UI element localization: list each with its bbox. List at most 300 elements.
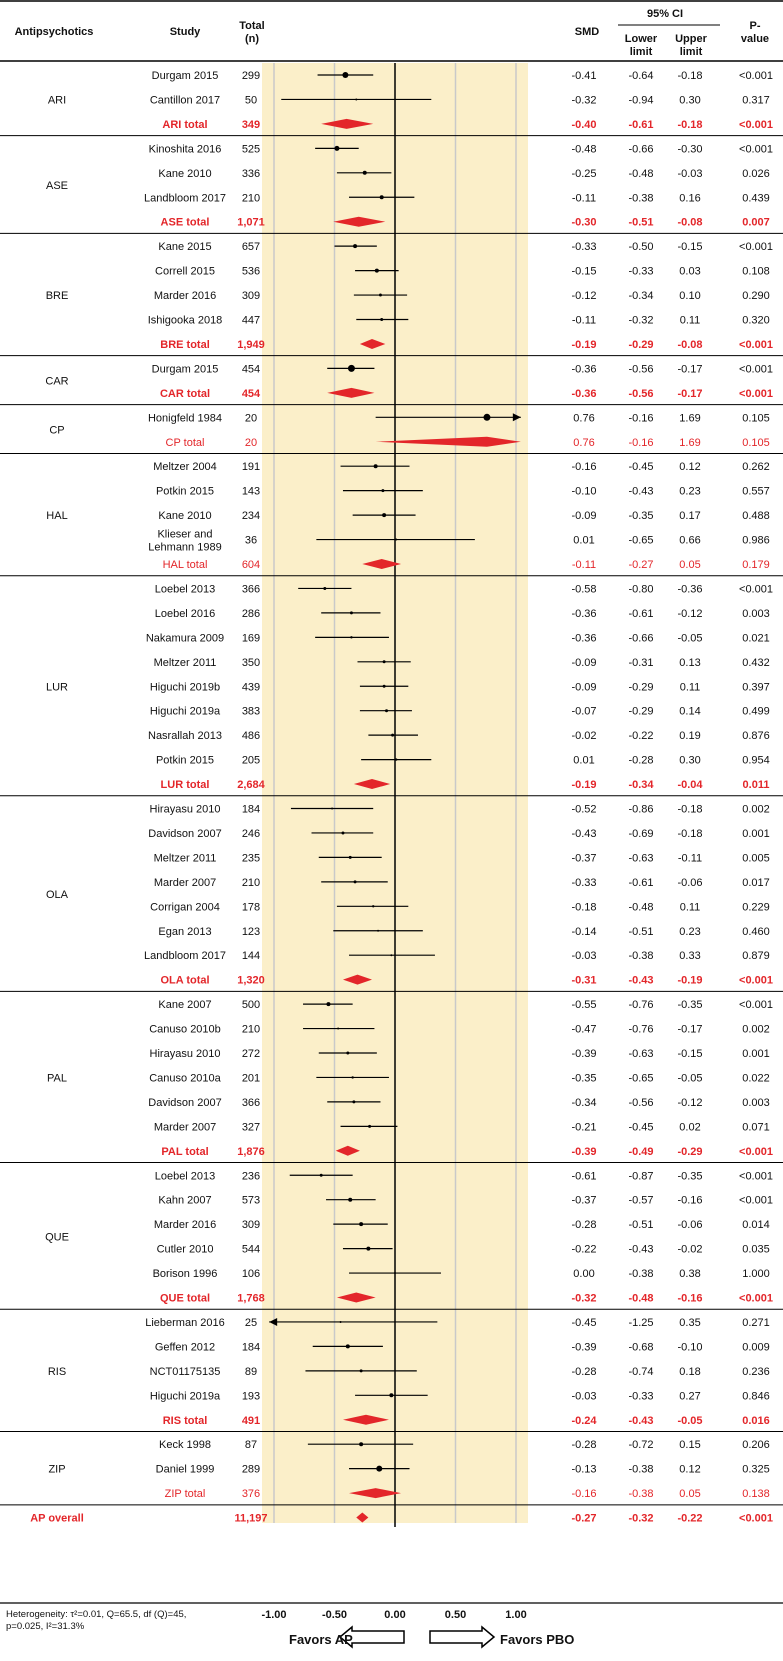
lower-limit: -0.50 bbox=[628, 241, 654, 254]
study-name: Honigfeld 1984 bbox=[147, 412, 223, 425]
lower-limit: -0.63 bbox=[628, 852, 654, 865]
overall-lower: -0.32 bbox=[628, 1512, 654, 1525]
smd-value: -0.28 bbox=[571, 1365, 597, 1378]
smd-value: -0.16 bbox=[571, 461, 597, 474]
point-estimate bbox=[380, 318, 383, 321]
smd-value: -0.45 bbox=[571, 1316, 597, 1329]
sample-size: 205 bbox=[241, 754, 261, 767]
sample-size: 210 bbox=[241, 192, 261, 205]
sample-size: 366 bbox=[241, 583, 261, 596]
p-value: 0.262 bbox=[742, 461, 770, 474]
p-value: 0.954 bbox=[742, 754, 770, 767]
heterogeneity-line2: p=0.025, I²=31.3% bbox=[6, 1621, 85, 1632]
study-name: Durgam 2015 bbox=[151, 363, 219, 376]
subtotal-label: CAR total bbox=[159, 387, 211, 400]
subtotal-p: <0.001 bbox=[739, 1292, 773, 1305]
favors-ap-label: Favors AP bbox=[289, 1632, 353, 1647]
p-value: 0.557 bbox=[742, 485, 770, 498]
heterogeneity-note bbox=[6, 1609, 206, 1633]
point-estimate bbox=[374, 464, 378, 468]
lower-limit: -0.38 bbox=[628, 1463, 654, 1476]
subtotal-upper: 1.69 bbox=[679, 436, 701, 449]
upper-limit: -0.05 bbox=[677, 1072, 703, 1085]
subtotal-lower: -0.34 bbox=[628, 779, 654, 792]
header-p-value bbox=[730, 20, 780, 46]
smd-value: -0.39 bbox=[571, 1341, 597, 1354]
smd-value: -0.36 bbox=[571, 632, 597, 645]
subtotal-label: HAL total bbox=[162, 559, 208, 571]
smd-value: -0.21 bbox=[571, 1121, 597, 1134]
p-value: 0.017 bbox=[742, 876, 770, 889]
upper-limit: 0.12 bbox=[679, 461, 701, 474]
sample-size: 536 bbox=[241, 265, 261, 278]
x-tick-label: 0.50 bbox=[444, 1609, 467, 1621]
upper-limit: 0.19 bbox=[679, 730, 701, 743]
upper-limit: 0.33 bbox=[679, 950, 701, 963]
drug-label: HAL bbox=[46, 510, 68, 523]
subtotal-lower: -0.38 bbox=[628, 1488, 654, 1501]
header-upper-line1: Upper bbox=[675, 33, 707, 45]
upper-limit: 0.27 bbox=[679, 1390, 701, 1403]
sample-size: 439 bbox=[241, 681, 261, 694]
subtotal-label: ASE total bbox=[160, 216, 210, 229]
study-name: Ishigooka 2018 bbox=[147, 314, 223, 327]
lower-limit: -0.48 bbox=[628, 901, 654, 914]
subtotal-p: 0.016 bbox=[742, 1414, 770, 1427]
overall-smd: -0.27 bbox=[571, 1512, 597, 1525]
subtotal-lower: -0.48 bbox=[628, 1292, 654, 1305]
subtotal-upper: -0.08 bbox=[677, 216, 703, 229]
smd-value: -0.39 bbox=[571, 1048, 597, 1060]
smd-value: -0.13 bbox=[571, 1463, 597, 1476]
p-value: <0.001 bbox=[739, 999, 773, 1012]
p-value: 0.009 bbox=[742, 1341, 770, 1354]
upper-limit: -0.18 bbox=[677, 70, 703, 82]
sample-size: 327 bbox=[241, 1121, 261, 1134]
smd-value: -0.36 bbox=[571, 607, 597, 620]
sample-size: 366 bbox=[241, 1096, 261, 1109]
upper-limit: -0.30 bbox=[677, 143, 703, 156]
subtotal-label: BRE total bbox=[160, 338, 210, 351]
study-name: Klieser and bbox=[157, 528, 213, 541]
lower-limit: -0.72 bbox=[628, 1439, 654, 1452]
upper-limit: -0.06 bbox=[677, 876, 703, 889]
header-lower-line1: Lower bbox=[624, 33, 658, 45]
smd-value: 0.01 bbox=[573, 754, 595, 767]
p-value: <0.001 bbox=[739, 241, 773, 254]
upper-limit: 0.12 bbox=[679, 1463, 701, 1476]
upper-limit: 0.30 bbox=[679, 94, 701, 107]
overall-p: <0.001 bbox=[739, 1512, 773, 1525]
point-estimate bbox=[368, 1125, 371, 1128]
subtotal-upper: -0.18 bbox=[677, 118, 703, 131]
study-name: Keck 1998 bbox=[159, 1439, 211, 1452]
subtotal-p: <0.001 bbox=[739, 338, 773, 351]
smd-value: -0.02 bbox=[571, 730, 597, 743]
header-upper-limit bbox=[666, 33, 716, 59]
smd-value: 0.01 bbox=[573, 534, 595, 547]
point-estimate bbox=[348, 1198, 352, 1202]
subtotal-upper: -0.29 bbox=[677, 1145, 703, 1158]
drug-label: RIS bbox=[47, 1365, 67, 1378]
study-name: Davidson 2007 bbox=[148, 1096, 222, 1109]
header-lower-line2: limit bbox=[629, 46, 653, 58]
smd-value: -0.48 bbox=[571, 143, 597, 156]
upper-limit: -0.12 bbox=[677, 1096, 703, 1109]
study-name: Landbloom 2017 bbox=[144, 192, 226, 205]
point-estimate bbox=[351, 1076, 353, 1078]
lower-limit: -0.43 bbox=[628, 1243, 654, 1256]
point-estimate bbox=[389, 1393, 393, 1397]
upper-limit: 0.66 bbox=[679, 534, 701, 547]
p-value: 0.488 bbox=[742, 510, 770, 523]
subtotal-upper: -0.08 bbox=[677, 338, 703, 351]
lower-limit: -0.86 bbox=[628, 803, 654, 816]
header-95ci: 95% CI bbox=[646, 8, 684, 20]
point-estimate bbox=[342, 72, 348, 78]
p-value: <0.001 bbox=[739, 143, 773, 156]
study-name: Higuchi 2019a bbox=[149, 1390, 221, 1403]
p-value: 0.003 bbox=[742, 1096, 770, 1109]
upper-limit: -0.18 bbox=[677, 827, 703, 840]
sample-size: 144 bbox=[241, 950, 261, 963]
p-value: <0.001 bbox=[739, 583, 773, 596]
subtotal-p: <0.001 bbox=[739, 1145, 773, 1158]
smd-value: -0.55 bbox=[571, 999, 597, 1012]
p-value: 0.317 bbox=[742, 94, 770, 107]
sample-size: 447 bbox=[241, 314, 261, 327]
point-estimate bbox=[348, 365, 355, 372]
subtotal-n: 454 bbox=[241, 387, 261, 400]
study-name: Durgam 2015 bbox=[151, 70, 219, 82]
upper-limit: 0.30 bbox=[679, 754, 701, 767]
smd-value: -0.33 bbox=[571, 876, 597, 889]
smd-value: -0.14 bbox=[571, 925, 597, 938]
subtotal-label: LUR total bbox=[160, 779, 210, 792]
lower-limit: -0.51 bbox=[628, 1219, 654, 1232]
p-value: 0.986 bbox=[742, 534, 770, 547]
lower-limit: -0.57 bbox=[628, 1194, 654, 1207]
header-smd: SMD bbox=[574, 26, 600, 38]
smd-value: -0.41 bbox=[571, 70, 597, 82]
lower-limit: -0.29 bbox=[628, 705, 654, 718]
p-value: 0.026 bbox=[742, 167, 770, 180]
p-value: 0.002 bbox=[742, 1023, 770, 1036]
sample-size: 544 bbox=[241, 1243, 261, 1256]
smd-value: -0.11 bbox=[571, 192, 597, 205]
upper-limit: -0.35 bbox=[677, 1170, 703, 1183]
smd-value: -0.22 bbox=[571, 1243, 597, 1256]
subtotal-upper: -0.05 bbox=[677, 1414, 703, 1427]
subtotal-n: 349 bbox=[241, 118, 261, 131]
study-name: Canuso 2010a bbox=[149, 1072, 221, 1085]
upper-limit: -0.18 bbox=[677, 803, 703, 816]
sample-size: 184 bbox=[241, 803, 261, 816]
upper-limit: -0.16 bbox=[677, 1194, 703, 1207]
lower-limit: -0.51 bbox=[628, 925, 654, 938]
p-value: 0.014 bbox=[742, 1219, 770, 1232]
subtotal-smd: 0.76 bbox=[573, 436, 595, 449]
upper-limit: -0.11 bbox=[677, 852, 703, 865]
study-name: Kinoshita 2016 bbox=[148, 143, 222, 156]
upper-limit: 0.02 bbox=[679, 1121, 701, 1134]
sample-size: 657 bbox=[241, 241, 261, 254]
study-name: Marder 2007 bbox=[153, 1121, 217, 1134]
point-estimate bbox=[350, 611, 353, 614]
study-name: Higuchi 2019b bbox=[149, 681, 221, 694]
sample-size: 193 bbox=[241, 1390, 261, 1403]
subtotal-smd: -0.39 bbox=[571, 1145, 597, 1158]
smd-value: -0.25 bbox=[571, 167, 597, 180]
p-value: 0.432 bbox=[742, 656, 770, 669]
subtotal-label: OLA total bbox=[160, 974, 210, 987]
upper-limit: 0.03 bbox=[679, 265, 701, 278]
point-estimate bbox=[395, 539, 397, 541]
lower-limit: -0.69 bbox=[628, 827, 654, 840]
p-value: 0.001 bbox=[742, 827, 770, 840]
point-estimate bbox=[337, 1028, 339, 1030]
point-estimate bbox=[331, 808, 333, 810]
sample-size: 336 bbox=[241, 167, 261, 180]
drug-label: ZIP bbox=[48, 1463, 66, 1476]
sample-size: 210 bbox=[241, 876, 261, 889]
upper-limit: -0.12 bbox=[677, 607, 703, 620]
point-estimate bbox=[394, 1272, 396, 1274]
point-estimate bbox=[346, 1344, 350, 1348]
smd-value: -0.33 bbox=[571, 241, 597, 254]
study-name: NCT01175135 bbox=[149, 1365, 221, 1378]
p-value: 0.071 bbox=[742, 1121, 770, 1134]
study-name: Potkin 2015 bbox=[155, 485, 215, 498]
sample-size: 289 bbox=[241, 1463, 261, 1476]
sample-size: 20 bbox=[244, 412, 258, 425]
upper-limit: -0.06 bbox=[677, 1219, 703, 1232]
drug-label: OLA bbox=[45, 889, 69, 902]
point-estimate bbox=[391, 734, 394, 737]
sample-size: 246 bbox=[241, 827, 261, 840]
lower-limit: -0.76 bbox=[628, 999, 654, 1012]
subtotal-n: 1,949 bbox=[237, 338, 265, 351]
subtotal-smd: -0.32 bbox=[571, 1292, 597, 1305]
subtotal-p: 0.179 bbox=[742, 559, 770, 571]
lower-limit: -0.56 bbox=[628, 1096, 654, 1109]
x-tick-label: -1.00 bbox=[261, 1609, 287, 1621]
smd-value: -0.15 bbox=[571, 265, 597, 278]
study-name: Cutler 2010 bbox=[156, 1243, 214, 1256]
p-value: <0.001 bbox=[739, 70, 773, 82]
lower-limit: -0.61 bbox=[628, 876, 654, 889]
subtotal-label: ARI total bbox=[162, 118, 208, 131]
subtotal-lower: -0.56 bbox=[628, 387, 654, 400]
p-value: 0.005 bbox=[742, 852, 770, 865]
lower-limit: -0.29 bbox=[628, 681, 654, 694]
upper-limit: -0.03 bbox=[677, 167, 703, 180]
drug-label: CP bbox=[49, 424, 65, 437]
sample-size: 87 bbox=[244, 1439, 258, 1452]
p-value: <0.001 bbox=[739, 1194, 773, 1207]
lower-limit: -0.32 bbox=[628, 314, 654, 327]
point-estimate bbox=[359, 1222, 363, 1226]
sample-size: 525 bbox=[241, 143, 261, 156]
point-estimate bbox=[353, 244, 357, 248]
study-name: Lieberman 2016 bbox=[145, 1316, 225, 1329]
upper-limit: -0.02 bbox=[677, 1243, 703, 1256]
sample-size: 184 bbox=[241, 1341, 261, 1354]
subtotal-upper: 0.05 bbox=[679, 559, 701, 571]
subtotal-p: 0.007 bbox=[742, 216, 770, 229]
smd-value: -0.35 bbox=[571, 1072, 597, 1085]
subtotal-p: 0.011 bbox=[742, 779, 770, 792]
smd-value: 0.00 bbox=[573, 1268, 595, 1281]
sample-size: 350 bbox=[241, 656, 261, 669]
smd-value: -0.28 bbox=[571, 1219, 597, 1232]
lower-limit: -0.33 bbox=[628, 265, 654, 278]
subtotal-label: RIS total bbox=[162, 1414, 208, 1427]
study-name: Correll 2015 bbox=[155, 265, 215, 278]
sample-size: 25 bbox=[244, 1316, 258, 1329]
header-study: Study bbox=[169, 26, 201, 38]
study-name: Marder 2016 bbox=[153, 1219, 217, 1232]
upper-limit: -0.36 bbox=[677, 583, 703, 596]
lower-limit: -0.56 bbox=[628, 363, 654, 376]
subtotal-lower: -0.49 bbox=[628, 1145, 654, 1158]
subtotal-smd: -0.16 bbox=[571, 1488, 597, 1501]
p-value: <0.001 bbox=[739, 363, 773, 376]
lower-limit: -0.28 bbox=[628, 754, 654, 767]
p-value: 0.397 bbox=[742, 681, 770, 694]
smd-value: -0.36 bbox=[571, 363, 597, 376]
lower-limit: -0.22 bbox=[628, 730, 654, 743]
smd-value: -0.10 bbox=[571, 485, 597, 498]
drug-label: LUR bbox=[45, 681, 69, 694]
lower-limit: -0.74 bbox=[628, 1365, 654, 1378]
study-name: Borison 1996 bbox=[152, 1268, 218, 1281]
sample-size: 383 bbox=[241, 705, 261, 718]
p-value: <0.001 bbox=[739, 1170, 773, 1183]
smd-value: -0.43 bbox=[571, 827, 597, 840]
sample-size: 36 bbox=[244, 534, 258, 547]
lower-limit: -0.45 bbox=[628, 461, 654, 474]
x-tick-label: 1.00 bbox=[505, 1609, 527, 1621]
study-name: Higuchi 2019a bbox=[149, 705, 221, 718]
upper-limit: 0.18 bbox=[679, 1365, 701, 1378]
smd-value: -0.03 bbox=[571, 1390, 597, 1403]
lower-limit: -0.68 bbox=[628, 1341, 654, 1354]
p-value: 0.105 bbox=[742, 412, 770, 425]
subtotal-upper: 0.05 bbox=[679, 1488, 701, 1501]
sample-size: 309 bbox=[241, 1219, 261, 1232]
point-estimate bbox=[385, 709, 388, 712]
point-estimate bbox=[383, 660, 386, 663]
sample-size: 454 bbox=[241, 363, 261, 376]
point-estimate bbox=[359, 1442, 363, 1446]
smd-value: -0.34 bbox=[571, 1096, 597, 1109]
study-name: Potkin 2015 bbox=[155, 754, 215, 767]
upper-limit: 0.16 bbox=[679, 192, 701, 205]
lower-limit: -0.43 bbox=[628, 485, 654, 498]
lower-limit: -0.45 bbox=[628, 1121, 654, 1134]
smd-value: -0.18 bbox=[571, 901, 597, 914]
header-p-line1: P- bbox=[749, 20, 761, 32]
study-name: Canuso 2010b bbox=[149, 1023, 221, 1036]
p-value: 0.206 bbox=[742, 1439, 770, 1452]
sample-size: 201 bbox=[241, 1072, 261, 1085]
upper-limit: 0.11 bbox=[679, 314, 701, 327]
subtotal-n: 604 bbox=[241, 559, 261, 571]
p-value: 0.035 bbox=[742, 1243, 770, 1256]
p-value: 0.002 bbox=[742, 803, 770, 816]
smd-value: -0.52 bbox=[571, 803, 597, 816]
lower-limit: -0.31 bbox=[628, 656, 654, 669]
subtotal-smd: -0.36 bbox=[571, 387, 597, 400]
upper-limit: 0.23 bbox=[679, 925, 701, 938]
study-name: Landbloom 2017 bbox=[144, 950, 226, 963]
subtotal-p: <0.001 bbox=[739, 974, 773, 987]
p-value: 0.003 bbox=[742, 607, 770, 620]
subtotal-p: 0.105 bbox=[742, 436, 770, 449]
point-estimate bbox=[372, 905, 374, 907]
lower-limit: -0.80 bbox=[628, 583, 654, 596]
upper-limit: 0.10 bbox=[679, 290, 701, 303]
smd-value: -0.09 bbox=[571, 656, 597, 669]
study-name: Meltzer 2011 bbox=[153, 656, 217, 669]
sample-size: 143 bbox=[241, 485, 261, 498]
sample-size: 500 bbox=[241, 999, 261, 1012]
study-name: Marder 2007 bbox=[153, 876, 217, 889]
sample-size: 178 bbox=[241, 901, 261, 914]
upper-limit: 0.15 bbox=[679, 1439, 701, 1452]
subtotal-upper: -0.16 bbox=[677, 1292, 703, 1305]
subtotal-n: 1,768 bbox=[237, 1292, 265, 1305]
study-name: Cantillon 2017 bbox=[149, 94, 221, 107]
subtotal-upper: -0.17 bbox=[677, 387, 703, 400]
point-estimate bbox=[354, 880, 357, 883]
point-estimate bbox=[390, 954, 392, 956]
p-value: 0.271 bbox=[742, 1316, 770, 1329]
subtotal-label: QUE total bbox=[159, 1292, 211, 1305]
lower-limit: -0.63 bbox=[628, 1048, 654, 1060]
header-total bbox=[232, 20, 272, 46]
lower-limit: -0.35 bbox=[628, 510, 654, 523]
point-estimate bbox=[366, 1247, 370, 1251]
upper-limit: 0.11 bbox=[679, 681, 701, 694]
favors-right-arrow bbox=[430, 1627, 494, 1647]
subtotal-n: 491 bbox=[241, 1414, 261, 1427]
subtotal-n: 1,071 bbox=[237, 216, 265, 229]
smd-value: 0.76 bbox=[573, 412, 595, 425]
subtotal-smd: -0.11 bbox=[571, 559, 597, 571]
lower-limit: -0.65 bbox=[628, 534, 654, 547]
study-name: Kane 2015 bbox=[158, 241, 212, 254]
subtotal-p: 0.138 bbox=[742, 1488, 770, 1501]
upper-limit: 0.13 bbox=[679, 656, 701, 669]
point-estimate bbox=[340, 1321, 342, 1323]
upper-limit: -0.15 bbox=[677, 1048, 703, 1060]
study-name: Geffen 2012 bbox=[154, 1341, 216, 1354]
p-value: 0.108 bbox=[742, 265, 770, 278]
point-estimate bbox=[377, 930, 379, 932]
p-value: 0.290 bbox=[742, 290, 770, 303]
point-estimate bbox=[352, 1100, 355, 1103]
p-value: 0.846 bbox=[742, 1390, 770, 1403]
study-name: Daniel 1999 bbox=[155, 1463, 215, 1476]
sample-size: 236 bbox=[241, 1170, 261, 1183]
lower-limit: -0.66 bbox=[628, 143, 654, 156]
subtotal-lower: -0.16 bbox=[628, 436, 654, 449]
smd-value: -0.61 bbox=[571, 1170, 597, 1183]
lower-limit: -0.38 bbox=[628, 192, 654, 205]
subtotal-smd: -0.40 bbox=[571, 118, 597, 131]
